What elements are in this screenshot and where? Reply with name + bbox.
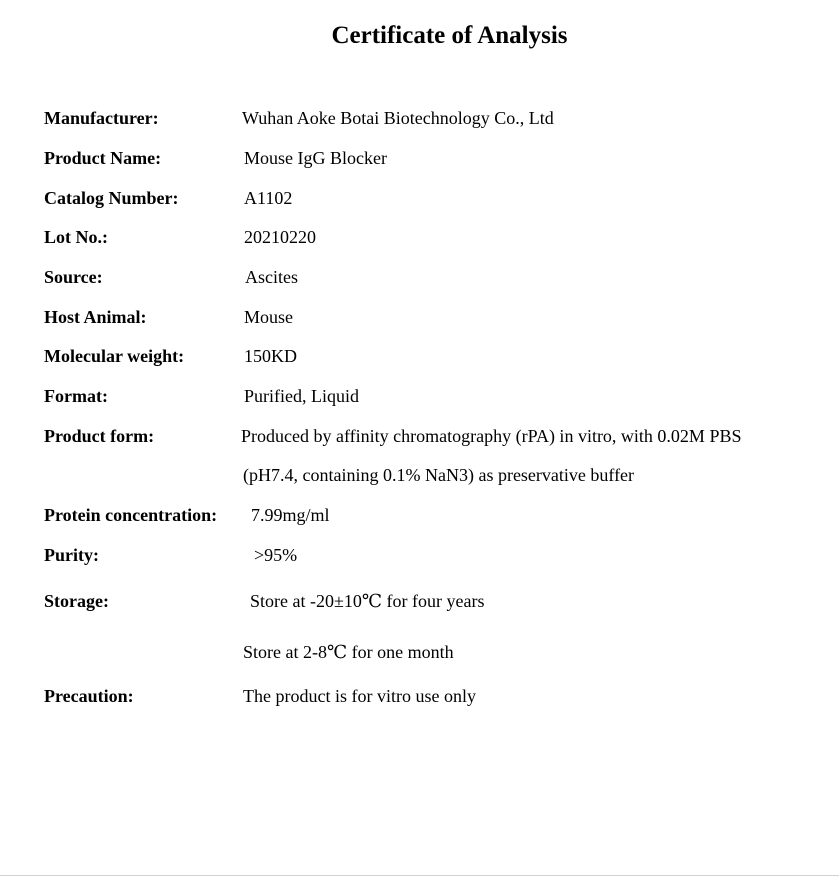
manufacturer-value: Wuhan Aoke Botai Biotechnology Co., Ltd	[242, 108, 554, 128]
precaution-value: The product is for vitro use only	[243, 686, 476, 706]
product-name-row	[0, 148, 839, 178]
host-animal-value: Mouse	[244, 307, 293, 327]
storage-row	[0, 591, 839, 621]
storage-value-line2: Store at 2-8℃ for one month	[243, 642, 454, 662]
protein-concentration-label: Protein concentration:	[44, 505, 218, 525]
protein-concentration-row	[0, 505, 839, 535]
product-name-label: Product Name:	[44, 148, 162, 168]
format-label: Format:	[44, 386, 108, 406]
molecular-weight-row	[0, 346, 839, 376]
source-label: Source:	[44, 267, 103, 287]
precaution-label: Precaution:	[44, 686, 134, 706]
lot-no-row	[0, 227, 839, 257]
catalog-number-label: Catalog Number:	[44, 188, 179, 208]
lot-no-label: Lot No.:	[44, 227, 108, 247]
format-row	[0, 386, 839, 416]
lot-no-value: 20210220	[244, 227, 316, 247]
product-form-value-line1: Produced by affinity chromatography (rPA) in vitro, with 0.02M PBS	[241, 426, 742, 446]
storage-continuation-row	[0, 642, 839, 672]
molecular-weight-label: Molecular weight:	[44, 346, 185, 366]
product-form-label: Product form:	[44, 426, 155, 446]
purity-label: Purity:	[44, 545, 99, 565]
host-animal-label: Host Animal:	[44, 307, 147, 327]
product-form-value-line2: (pH7.4, containing 0.1% NaN3) as preservative buffer	[243, 465, 635, 485]
manufacturer-label: Manufacturer:	[44, 108, 159, 128]
storage-label: Storage:	[44, 591, 109, 611]
document-title: Certificate of Analysis	[331, 22, 568, 49]
page-bottom-divider	[0, 875, 839, 876]
purity-value: >95%	[254, 545, 298, 565]
product-name-value: Mouse IgG Blocker	[244, 148, 387, 168]
catalog-number-value: A1102	[244, 188, 293, 208]
protein-concentration-value: 7.99mg/ml	[251, 505, 330, 525]
format-value: Purified, Liquid	[244, 386, 359, 406]
precaution-row	[0, 686, 839, 716]
source-value: Ascites	[245, 267, 298, 287]
storage-value-line1: Store at -20±10℃ for four years	[250, 591, 485, 611]
host-animal-row	[0, 307, 839, 337]
manufacturer-row	[0, 108, 839, 138]
source-row	[0, 267, 839, 297]
molecular-weight-value: 150KD	[244, 346, 297, 366]
catalog-number-row	[0, 188, 839, 218]
product-form-row	[0, 426, 839, 456]
purity-row	[0, 545, 839, 575]
product-form-continuation-row	[0, 465, 839, 495]
